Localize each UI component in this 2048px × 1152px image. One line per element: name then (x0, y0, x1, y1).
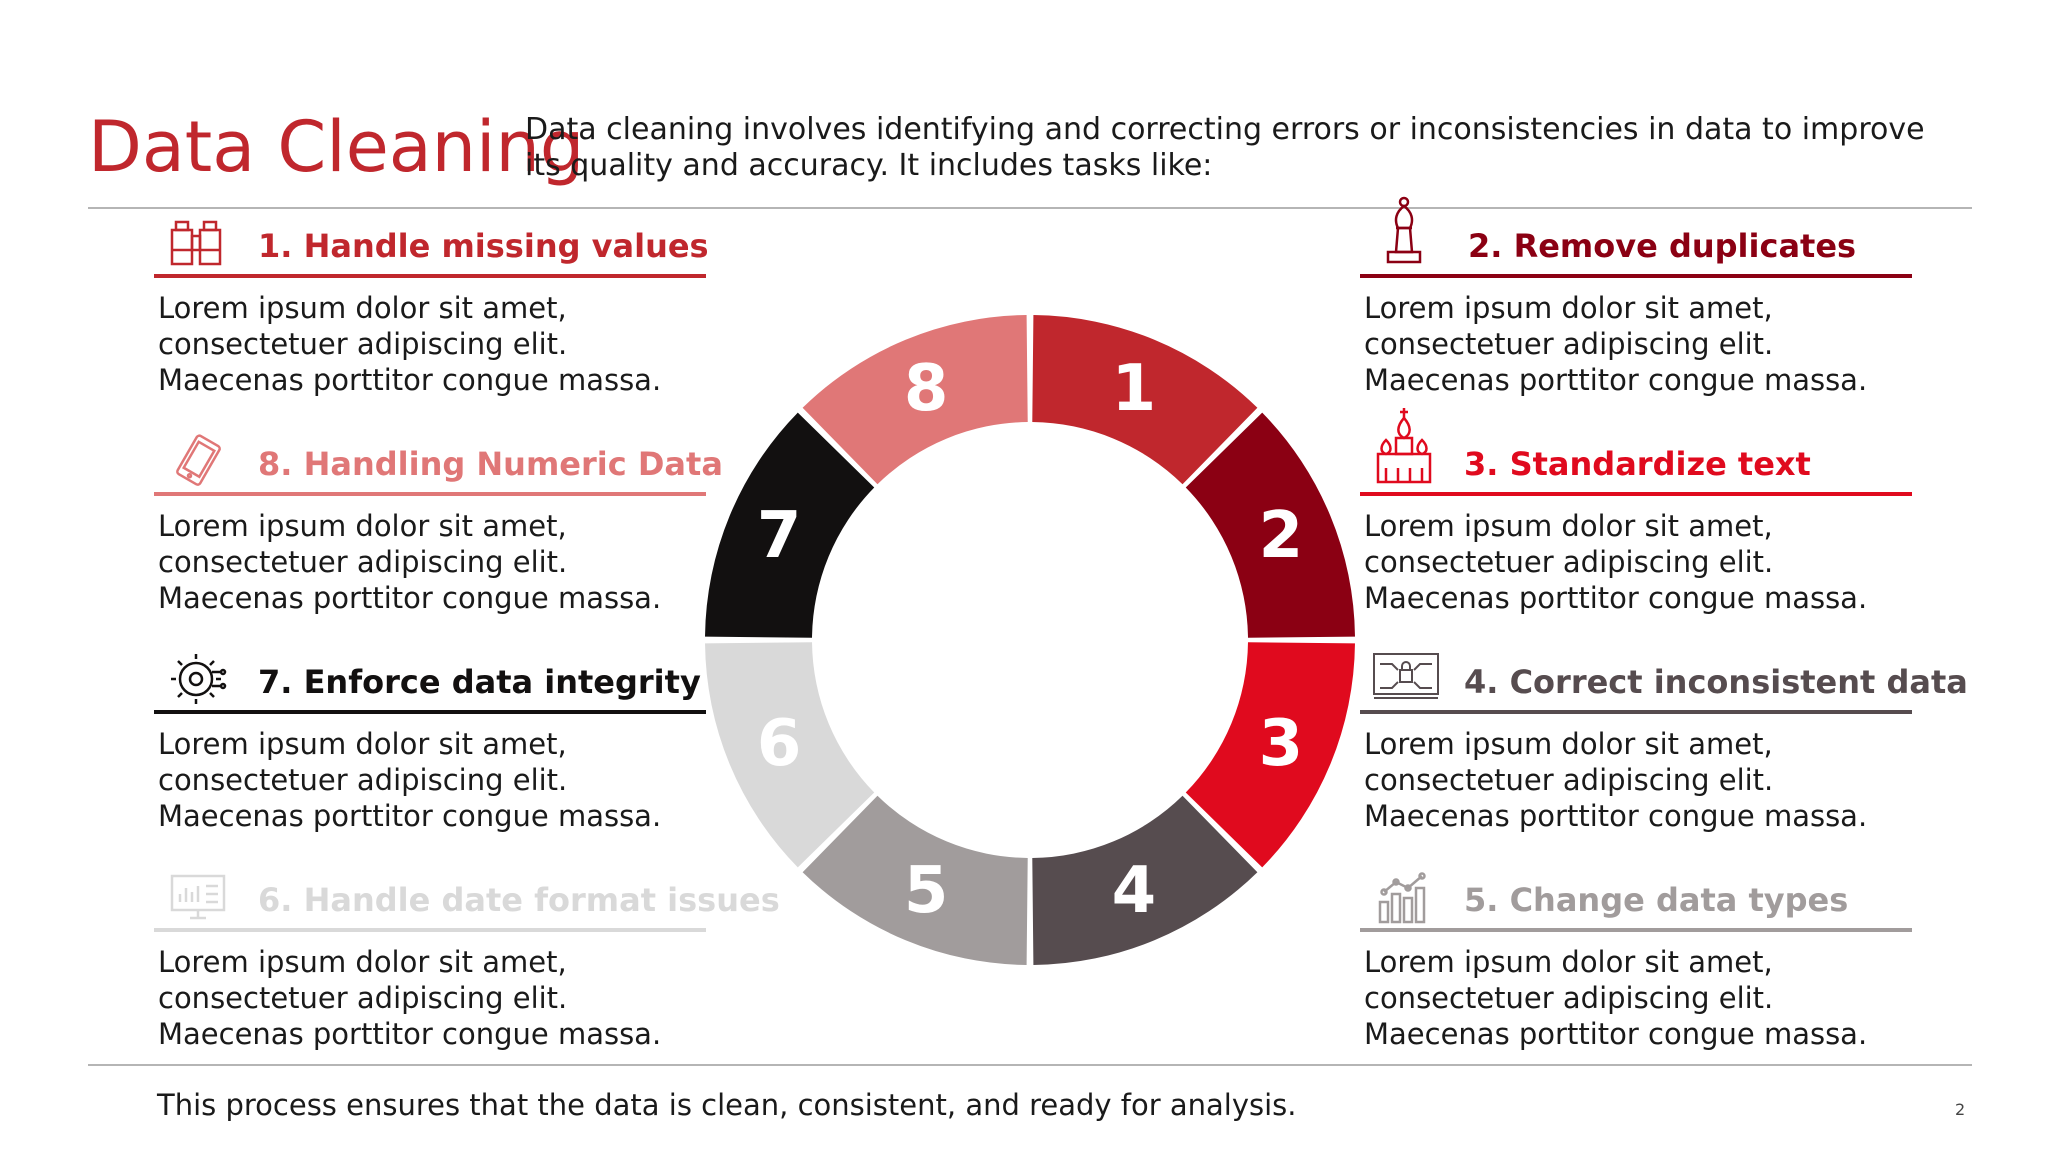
task-item-5 (1360, 864, 1912, 1052)
task-header (1360, 864, 1912, 932)
tablet-icon (168, 432, 228, 490)
task-title: 6. Handle date format issues (258, 881, 780, 919)
task-description: Lorem ipsum dolor sit amet, consectetuer adipiscing elit. Maecenas porttitor congue massa. (158, 291, 662, 397)
task-item-1 (154, 210, 709, 398)
task-header (154, 210, 709, 278)
task-header (1360, 210, 1912, 278)
ring-label-3: 3 (1258, 706, 1304, 781)
task-header (1360, 428, 1912, 496)
task-title: 2. Remove duplicates (1468, 227, 1857, 265)
task-header (154, 428, 723, 496)
task-title: 5. Change data types (1464, 881, 1849, 919)
task-description: Lorem ipsum dolor sit amet, consectetuer adipiscing elit. Maecenas porttitor congue massa. (158, 945, 662, 1051)
task-description: Lorem ipsum dolor sit amet, consectetuer adipiscing elit. Maecenas porttitor congue massa. (1364, 945, 1868, 1051)
page-number: 2 (1955, 1100, 1966, 1119)
task-description: Lorem ipsum dolor sit amet, consectetuer adipiscing elit. Maecenas porttitor congue massa. (1364, 291, 1868, 397)
bar-chart-icon (1374, 868, 1434, 926)
task-item-3 (1360, 428, 1912, 616)
ring-label-6: 6 (756, 706, 802, 781)
task-item-2 (1360, 210, 1912, 398)
bottom-divider (88, 1064, 1972, 1066)
task-header (154, 864, 780, 932)
process-ring (700, 310, 1360, 970)
ring-label-5: 5 (903, 853, 949, 928)
task-header (154, 646, 706, 714)
ring-label-2: 2 (1258, 499, 1304, 574)
task-description: Lorem ipsum dolor sit amet, consectetuer adipiscing elit. Maecenas porttitor congue massa. (158, 727, 662, 833)
task-description: Lorem ipsum dolor sit amet, consectetuer adipiscing elit. Maecenas porttitor congue massa. (1364, 727, 1868, 833)
task-title: 8. Handling Numeric Data (258, 445, 723, 483)
task-title: 7. Enforce data integrity (258, 663, 701, 701)
task-item-6 (154, 864, 780, 1052)
ring-label-8: 8 (903, 352, 949, 427)
task-title: 1. Handle missing values (258, 227, 709, 265)
task-header (1360, 646, 1968, 714)
task-description: Lorem ipsum dolor sit amet, consectetuer adipiscing elit. Maecenas porttitor congue massa. (1364, 509, 1868, 615)
task-item-7 (154, 646, 706, 834)
task-item-8 (154, 428, 723, 616)
task-description: Lorem ipsum dolor sit amet, consectetuer adipiscing elit. Maecenas porttitor congue massa. (158, 509, 662, 615)
task-title: 3. Standardize text (1464, 445, 1811, 483)
page-title: Data Cleaning (88, 106, 585, 188)
intro-text: Data cleaning involves identifying and correcting errors or inconsistencies in data to improve its quality and accuracy. It includes tasks like: (525, 112, 1925, 183)
ring-label-1: 1 (1111, 352, 1157, 427)
gear-circuit-icon (168, 650, 228, 708)
binoculars-icon (168, 214, 228, 272)
task-title: 4. Correct inconsistent data (1464, 663, 1968, 701)
monitor-chart-icon (168, 868, 228, 926)
circuit-lock-icon (1372, 650, 1440, 708)
footer-text: This process ensures that the data is clean, consistent, and ready for analysis. (157, 1088, 1297, 1122)
ring-label-4: 4 (1111, 853, 1157, 928)
top-divider (88, 207, 1972, 209)
ring-label-7: 7 (756, 499, 802, 574)
task-item-4 (1360, 646, 1968, 834)
kremlin-cathedral-icon (1374, 406, 1434, 486)
chess-bishop-icon (1374, 194, 1434, 268)
